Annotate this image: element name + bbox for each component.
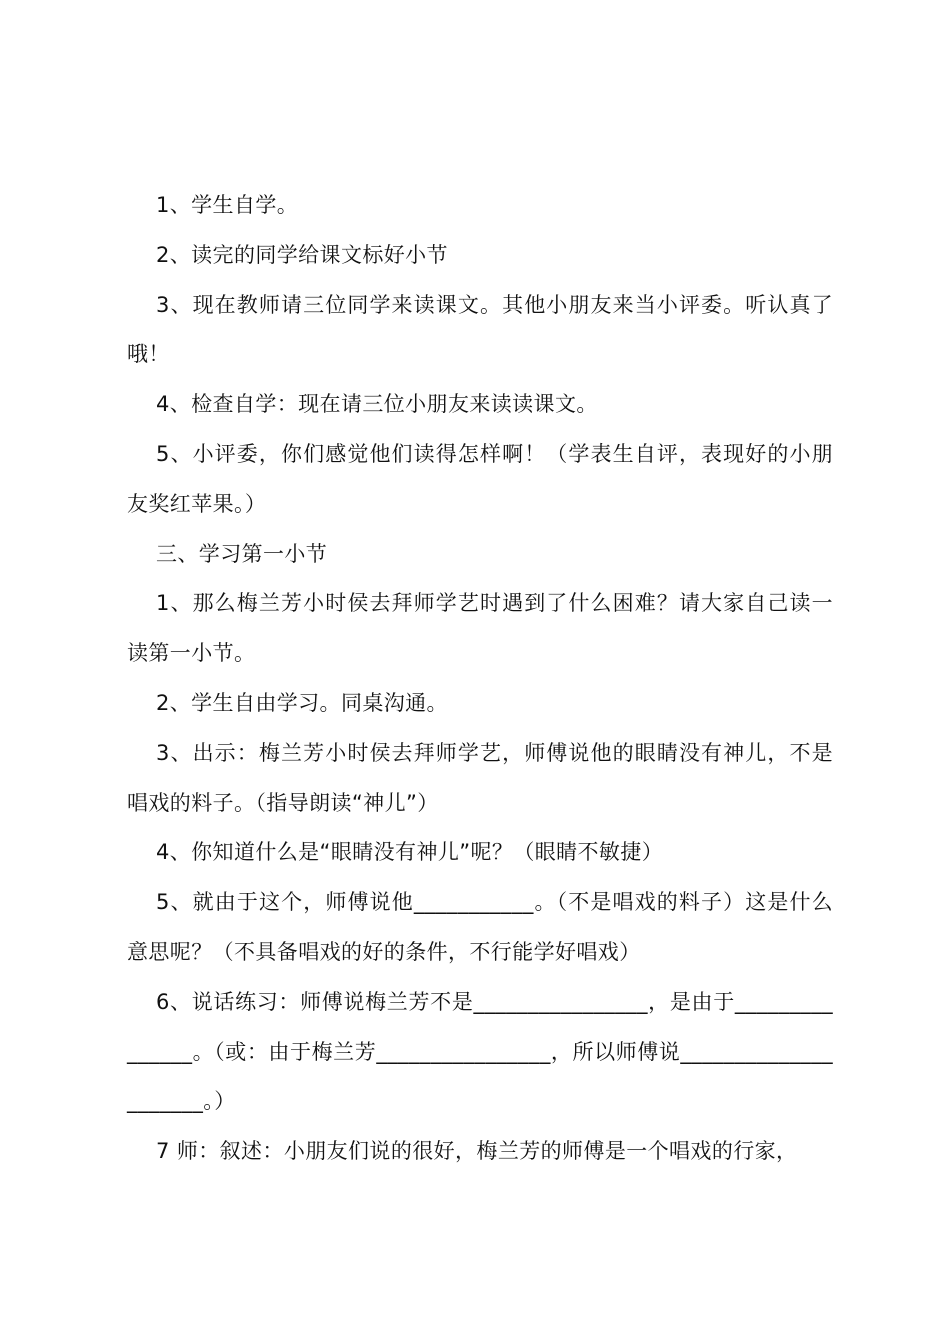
paragraph-2: 2、读完的同学给课文标好小节 xyxy=(156,242,448,267)
paragraph-12: 7 师：叙述：小朋友们说的很好，梅兰芳的师傅是一个唱戏的行家， xyxy=(156,1139,798,1164)
paragraph-4: 4、检查自学：现在请三位小朋友来读读课文。 xyxy=(156,392,598,417)
paragraph-8: 3、出示：梅兰芳小时侯去拜师学艺，师傅说他的眼睛没有神儿，不是唱戏的料子。（指导朗读“神儿”） xyxy=(127,740,833,815)
paragraph-1: 1、学生自学。 xyxy=(156,193,299,217)
paragraph-3: 3、现在教师请三位同学来读课文。其他小朋友来当小评委。听认真了哦！ xyxy=(127,292,833,367)
lesson-plan-body xyxy=(127,181,833,1177)
section-heading: 三、学习第一小节 xyxy=(156,541,328,566)
paragraph-10: 5、就由于这个，师傅说他___________。（不是唱戏的料子）这是什么意思呢？（不具备唱戏的好的条件，不行能学好唱戏） xyxy=(127,890,833,964)
paragraph-5: 5、小评委，你们感觉他们读得怎样啊！（学表生自评，表现好的小朋友奖红苹果。） xyxy=(127,441,833,516)
paragraph-9: 4、你知道什么是“眼睛没有神儿”呢？（眼睛不敏捷） xyxy=(156,840,664,865)
paragraph-6: 1、那么梅兰芳小时侯去拜师学艺时遇到了什么困难？请大家自己读一读第一小节。 xyxy=(127,591,833,666)
paragraph-7: 2、学生自由学习。同桌沟通。 xyxy=(156,690,448,715)
paragraph-11: 6、说话练习：师傅说梅兰芳不是________________，是由于_______________。（或：由于梅兰芳________________，所以师傅说_____________________。） xyxy=(127,989,833,1114)
